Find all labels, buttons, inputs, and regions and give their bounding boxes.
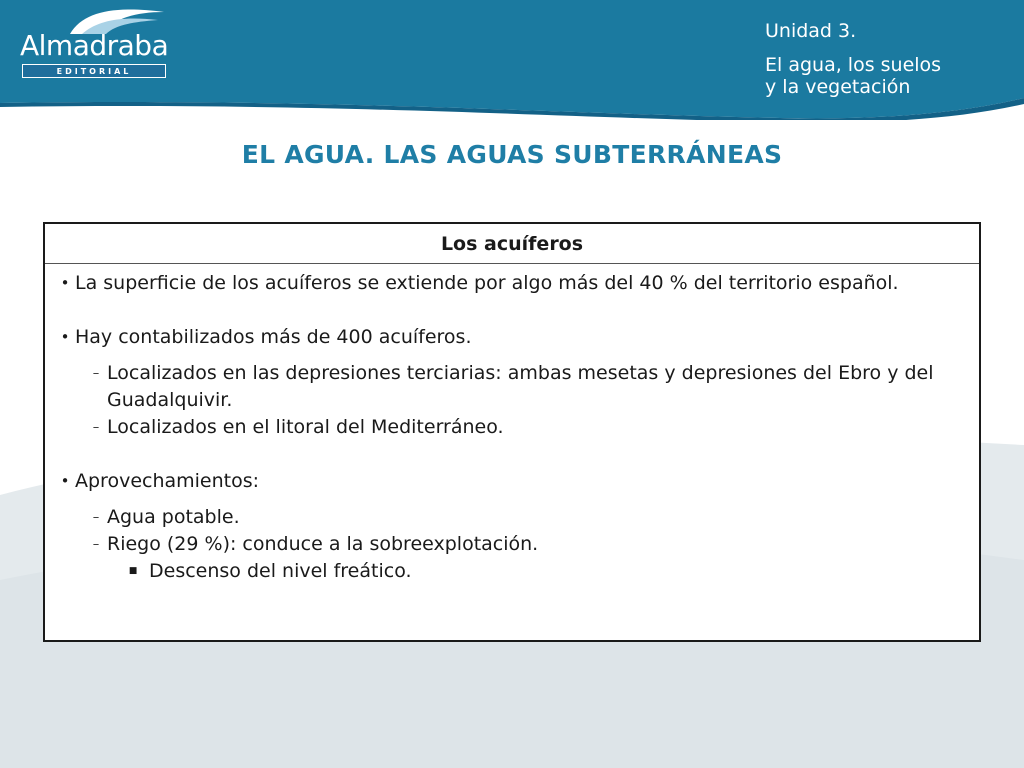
almadraba-logo [18, 6, 170, 80]
table-body [45, 264, 979, 585]
unit-subtitle [765, 54, 1015, 98]
sub-sub-list-item-text: Descenso del nivel freático. [149, 560, 412, 582]
list-item-text: Hay contabilizados más de 400 acuíferos. [75, 326, 472, 348]
bullet-dot-icon: • [60, 472, 70, 490]
list-item-text: La superficie de los acuíferos se extiende por algo más del 40 % del territorio español. [75, 272, 899, 294]
page-title: EL AGUA. LAS AGUAS SUBTERRÁNEAS [241, 140, 783, 169]
sub-list-item [55, 360, 969, 414]
sub-list-item-text: Localizados en el litoral del Mediterráneo. [107, 416, 504, 438]
dash-bullet-icon: – [92, 420, 100, 435]
dash-bullet-icon: – [92, 537, 100, 552]
unit-subtitle-line1: El agua, los suelos [765, 54, 942, 76]
sub-sub-list-item [55, 558, 969, 585]
sub-list-item [55, 531, 969, 558]
sub-list-item [55, 504, 969, 531]
dash-bullet-icon: – [92, 510, 100, 525]
list-item [55, 270, 969, 297]
logo-subtitle: EDITORIAL [22, 64, 166, 78]
list-item-text: Aprovechamientos: [75, 470, 260, 492]
bullet-dot-icon: • [60, 274, 70, 292]
logo-wordmark: Almadraba [20, 29, 169, 62]
aquifers-table [43, 222, 981, 642]
dash-bullet-icon: – [92, 366, 100, 381]
sub-list-item-text: Riego (29 %): conduce a la sobreexplotación. [107, 533, 539, 555]
table-header: Los acuíferos [45, 224, 979, 264]
sub-list-item-text: Localizados en las depresiones terciarias: ambas mesetas y depresiones del Ebro y del Guadalquivir. [107, 362, 934, 411]
sub-list-item [55, 414, 969, 441]
unit-title: Unidad 3. [765, 20, 857, 42]
unit-info [765, 19, 1015, 98]
unit-subtitle-line2: y la vegetación [765, 76, 911, 98]
sub-list-item-text: Agua potable. [107, 506, 240, 528]
list-item [55, 468, 969, 495]
square-bullet-icon: ■ [128, 566, 138, 576]
bullet-dot-icon: • [60, 328, 70, 346]
list-item [55, 324, 969, 351]
